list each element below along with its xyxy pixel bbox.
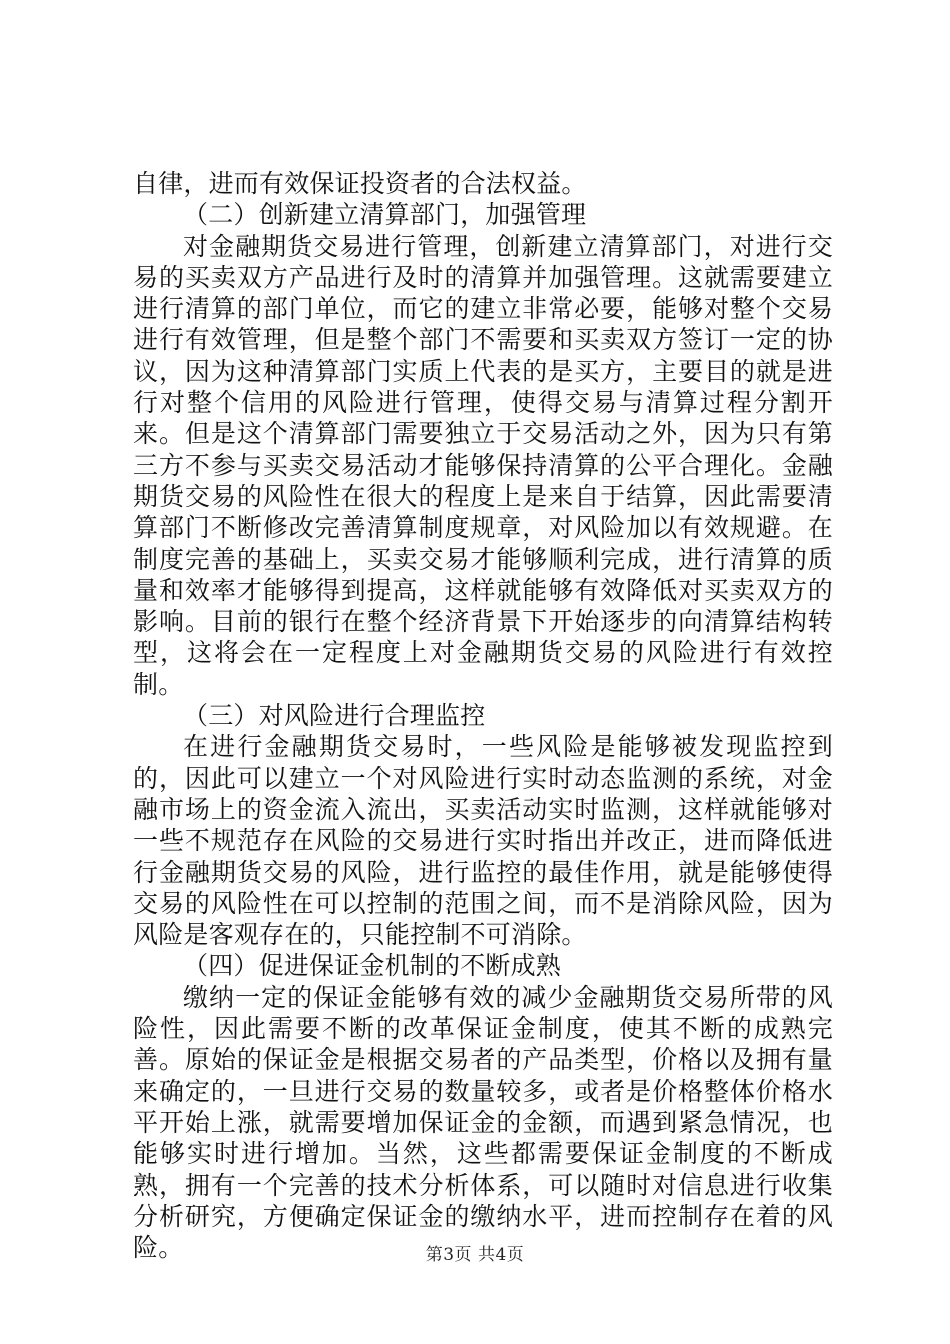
paragraph-continuation: 自律，进而有效保证投资者的合法权益。 (133, 169, 587, 198)
paragraph-monitoring: 在进行金融期货交易时，一些风险是能够被发现监控到的，因此可以建立一个对风险进行实时动态监测的系统，对金融市场上的资金流入流出，买卖活动实时监测，这样就能够对一些不规范存在风险的交易进行实时指出并改正，进而降低进行金融期货交易的风险，进行监控的最佳作用，就是能够使得交易的风险性在可以控制的范围之间，而不是消除风险，因为风险是客观存在的，只能控制不可消除。 (133, 732, 833, 950)
document-body (133, 168, 833, 1263)
paragraph-margin: 缴纳一定的保证金能够有效的减少金融期货交易所带的风险性，因此需要不断的改革保证金制度，使其不断的成熟完善。原始的保证金是根据交易者的产品类型，价格以及拥有量来确定的，一旦进行交易的数量较多，或者是价格整体价格水平开始上涨，就需要增加保证金的金额，而遇到紧急情况，也能够实时进行增加。当然，这些都需要保证金制度的不断成熟，拥有一个完善的技术分析体系，可以随时对信息进行收集分析研究，方便确定保证金的缴纳水平，进而控制存在着的风险。 (133, 982, 833, 1263)
section-heading-3: （三）对风险进行合理监控 (183, 701, 486, 731)
page-number-footer: 第3页 共4页 (425, 1245, 525, 1265)
section-heading-2: （二）创新建立清算部门，加强管理 (183, 200, 587, 230)
paragraph-clearing: 对金融期货交易进行管理，创新建立清算部门，对进行交易的买卖双方产品进行及时的清算并加强管理。这就需要建立进行清算的部门单位，而它的建立非常必要，能够对整个交易进行有效管理，但是整个部门不需要和买卖双方签订一定的协议，因为这种清算部门实质上代表的是买方，主要目的就是进行对整个信用的风险进行管理，使得交易与清算过程分割开来。但是这个清算部门需要独立于交易活动之外，因为只有第三方不参与买卖交易活动才能够保持清算的公平合理化。金融期货交易的风险性在很大的程度上是来自于结算，因此需要清算部门不断修改完善清算制度规章，对风险加以有效规避。在制度完善的基础上，买卖交易才能够顺利完成，进行清算的质量和效率才能够得到提高，这样就能够有效降低对买卖双方的影响。目前的银行在整个经济背景下开始逐步的向清算结构转型，这将会在一定程度上对金融期货交易的风险进行有效控制。 (133, 231, 833, 699)
section-heading-4: （四）促进保证金机制的不断成熟 (183, 951, 562, 981)
